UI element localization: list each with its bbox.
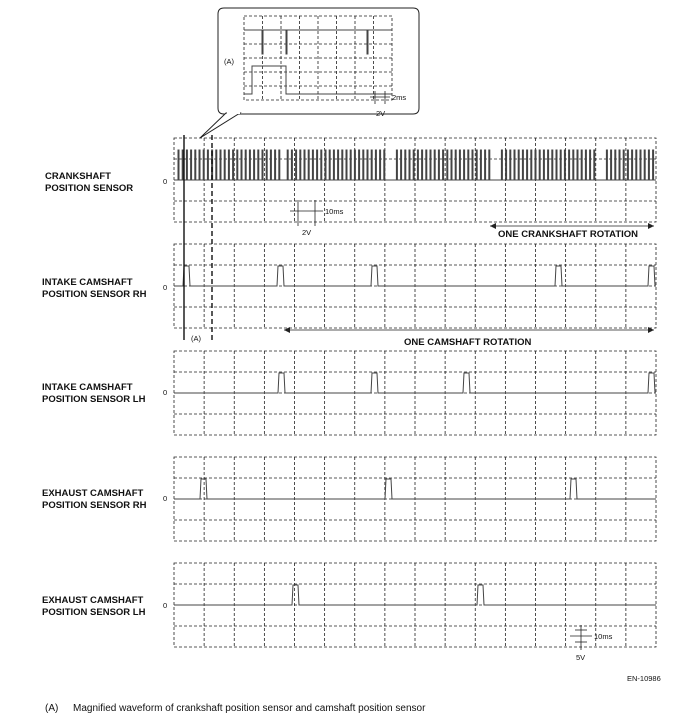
cam-rotation (284, 327, 654, 348)
zero-label-1: 0 (163, 177, 168, 186)
inset-label: (A) (224, 57, 234, 66)
panel-label-2-line1: INTAKE CAMSHAFT (42, 277, 133, 288)
zero-label-5: 0 (163, 601, 168, 610)
panel-label-1-line1: CRANKSHAFT (45, 171, 111, 182)
inset-balloon (218, 8, 419, 114)
zero-label-2: 0 (163, 283, 168, 292)
zero-labels (163, 177, 167, 610)
final-scale-marker (570, 625, 613, 662)
crank-scale-time: 10ms (325, 207, 344, 216)
caption-text: Magnified waveform of crankshaft position sensor and camshaft position sensor (73, 703, 426, 714)
caption-tag: (A) (45, 703, 59, 714)
zero-label-3: 0 (163, 388, 168, 397)
zero-label-4: 0 (163, 494, 168, 503)
panel-2 (174, 244, 656, 328)
inset-scale-time: 2ms (392, 93, 407, 102)
panel-label-3-line2: POSITION SENSOR LH (42, 394, 146, 405)
inset-scale-volt: 2V (376, 109, 386, 118)
crank-scale-marker (290, 200, 344, 237)
final-scale-volt: 5V (576, 653, 586, 662)
panel-label-3-line1: INTAKE CAMSHAFT (42, 382, 133, 393)
inset-callout (200, 8, 419, 138)
panel-5 (174, 563, 656, 647)
sensor-panels (174, 138, 656, 647)
panel-label-5-line2: POSITION SENSOR LH (42, 607, 146, 618)
figure-id: EN-10986 (627, 674, 661, 683)
panel-1 (174, 138, 656, 222)
panel-label-5-line1: EXHAUST CAMSHAFT (42, 595, 144, 606)
panel-label-4-line1: EXHAUST CAMSHAFT (42, 488, 144, 499)
panel-label-1-line2: POSITION SENSOR (45, 183, 134, 194)
panel-label-2-line2: POSITION SENSOR RH (42, 289, 147, 300)
marker-label: (A) (191, 334, 201, 343)
crank-rotation (490, 223, 654, 240)
final-scale-time: 10ms (594, 632, 613, 641)
panel-label-4-line2: POSITION SENSOR RH (42, 500, 147, 511)
crank-scale-volt: 2V (302, 228, 312, 237)
inset-pointer (200, 113, 240, 138)
panel-3 (174, 351, 656, 435)
cam-rotation-label: ONE CAMSHAFT ROTATION (404, 337, 532, 348)
crank-rotation-label: ONE CRANKSHAFT ROTATION (498, 229, 639, 240)
panel-labels (42, 171, 147, 618)
panel-4 (174, 457, 656, 541)
